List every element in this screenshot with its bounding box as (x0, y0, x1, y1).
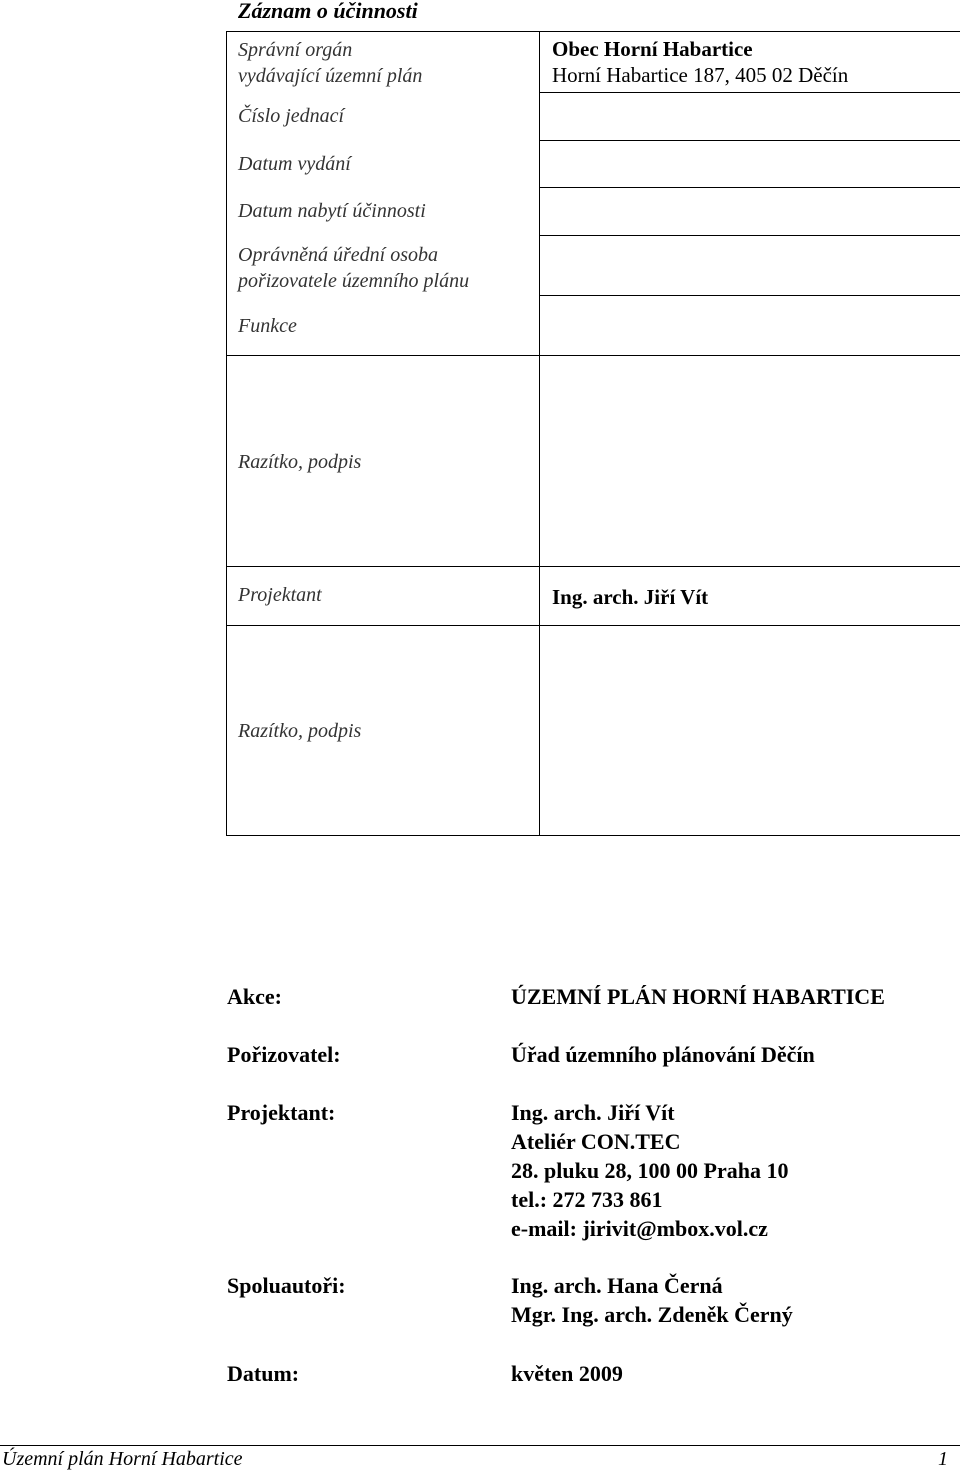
row-label-reference-number: Číslo jednací (238, 105, 345, 127)
row-divider (226, 625, 960, 626)
designer-label: Projektant: (227, 1100, 336, 1125)
procurer-label: Pořizovatel: (227, 1042, 341, 1067)
row-label-issue-date: Datum vydání (238, 153, 351, 175)
row-divider (539, 235, 960, 236)
row-label-function: Funkce (238, 315, 297, 337)
row-label-designer-stamp-signature: Razítko, podpis (238, 720, 362, 742)
table-border-top (226, 31, 960, 32)
action-value: ÚZEMNÍ PLÁN HORNÍ HABARTICE (511, 984, 885, 1009)
row-divider (539, 295, 960, 296)
row-divider (539, 140, 960, 141)
footer-document-title: Územní plán Horní Habartice (2, 1448, 243, 1470)
row-label-authority: Správní orgán vydávající územní plán (238, 39, 423, 87)
designer-details: Ing. arch. Jiří Vít Ateliér CON.TEC 28. pluku 28, 100 00 Praha 10 tel.: 272 733 861 e-mail: jirivit@mbox.vol.cz (511, 1100, 789, 1241)
row-label-authorized-person: Oprávněná úřední osoba pořizovatele územního plánu (238, 244, 470, 292)
row-divider (539, 187, 960, 188)
footer-rule (0, 1445, 960, 1446)
date-label: Datum: (227, 1361, 300, 1386)
coauthors-details: Ing. arch. Hana Černá Mgr. Ing. arch. Zdeněk Černý (511, 1273, 793, 1327)
table-border-left (226, 31, 227, 836)
row-divider (226, 355, 960, 356)
authority-value: Obec Horní Habartice Horní Habartice 187, 405 02 Děčín (552, 37, 849, 87)
row-divider (539, 92, 960, 93)
procurer-value: Úřad územního plánování Děčín (511, 1042, 815, 1067)
row-label-effective-date: Datum nabytí účinnosti (238, 200, 426, 222)
page-title: Záznam o účinnosti (238, 0, 418, 23)
coauthors-label: Spoluautoři: (227, 1273, 346, 1298)
date-value: květen 2009 (511, 1361, 623, 1386)
row-label-stamp-signature: Razítko, podpis (238, 451, 362, 473)
row-divider (226, 566, 960, 567)
table-column-divider (539, 31, 540, 836)
designer-value: Ing. arch. Jiří Vít (552, 585, 709, 609)
row-label-designer: Projektant (238, 584, 322, 606)
effectiveness-record-table (226, 31, 960, 836)
table-border-bottom (226, 835, 960, 836)
footer-page-number: 1 (938, 1448, 948, 1470)
action-label: Akce: (227, 984, 282, 1009)
